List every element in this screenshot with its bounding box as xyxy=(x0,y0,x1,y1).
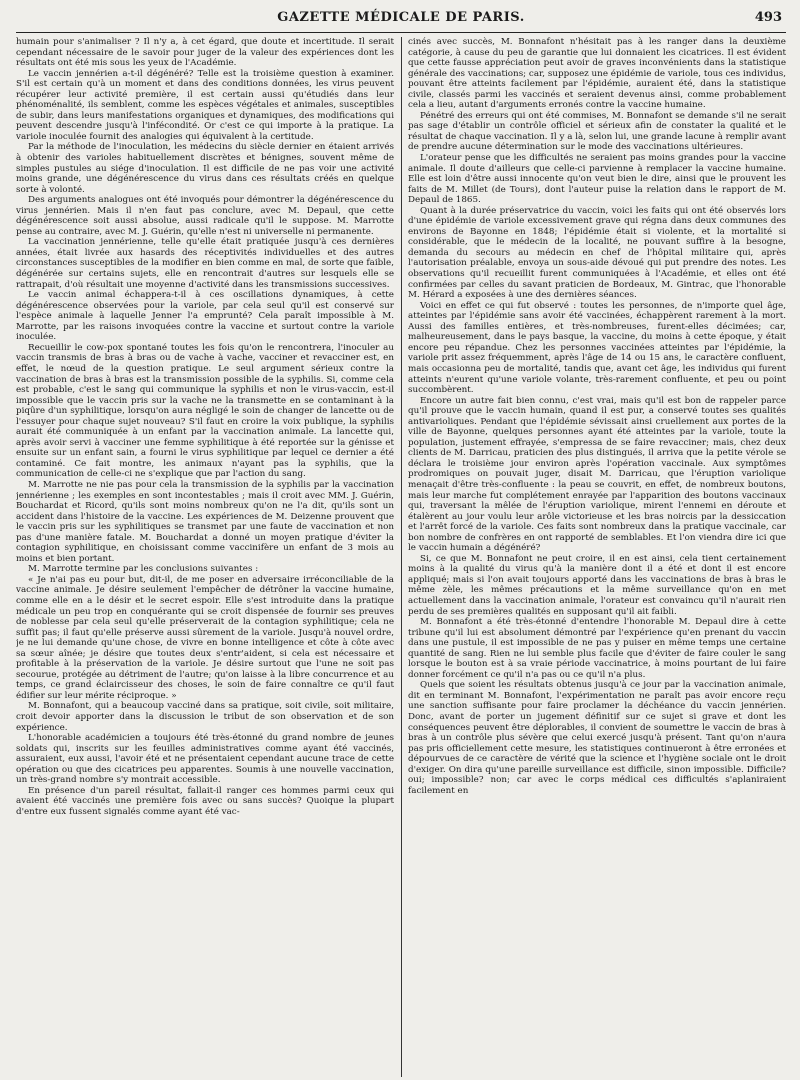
right-column xyxy=(408,37,786,1077)
paragraph: Quant à la durée préservatrice du vaccin, voici les faits qui ont été observés lors d'une épidémie de variole excessivement grave qui régna dans deux communes des environs de Bayonne en 1848; l'épidémie était si violente, et la mortalité si considérable, que le médecin de la localité, ne pouvant suffire à la besogne, demanda du secours au médecin en chef de l'hôpital militaire qui, après l'autorisation préalable, envoya un sous-aide dévoué qui put prendre des notes. Les observations qu'il recueillit furent communiquées à l'Académie, et elles ont été confirmées par celles du savant praticien de Bordeaux, M. Gintrac, que l'honorable M. Hérard a exposées à une des dernières séances. xyxy=(408,205,786,301)
paragraph: « Je n'ai pas eu pour but, dit-il, de me poser en adversaire irréconciliable de la vaccine animale. Je désire seulement l'empêcher de détrôner la vaccine humaine, comme elle en a le désir et le secret espoir. Elle s'est introduite dans la pratique médicale un peu trop en conquérante qui se croit dispensée de fournir ses preuves de noblesse par cela seul qu'elle préserverait de la contagion syphilitique; cela ne suffit pas; il faut qu'elle préserve aussi sûrement de la variole. Jusqu'à nouvel ordre, je ne lui demande qu'une chose, de vivre en bonne intelligence et côte à côte avec sa sœur aînée; je désire que toutes deux s'entr'aident, si cela est nécessaire et profitable à la préservation de la variole. Je désire surtout que l'une ne soit pas secourue, protégée au détriment de l'autre; qu'on laisse à la libre concurrence et au temps, ce grand éclaircisseur des choses, le soin de faire connaître ce qu'il faut édifier sur leur mérite réciproque. » xyxy=(16,574,394,701)
paragraph: M. Bonnafont, qui a beaucoup vacciné dans sa pratique, soit civile, soit militaire, croit devoir apporter dans la discussion le tribut de son observation et de son expérience. xyxy=(16,701,394,733)
paragraph: Pénétré des erreurs qui ont été commises, M. Bonnafont se demande s'il ne serait pas sage d'établir un contrôle officiel et sérieux afin de constater la qualité et le résultat de chaque vaccination. Il y a là, selon lui, une grande lacune à remplir avant de prendre aucune détermination sur le mode des vaccinations ultérieures. xyxy=(408,110,786,153)
page-number: 493 xyxy=(754,10,782,25)
paragraph: Encore un autre fait bien connu, c'est vrai, mais qu'il est bon de rappeler parce qu'il prouve que le vaccin humain, quand il est pur, a conservé toutes ses qualités antivarioliques. Pendant que l'épidémie sévissait ainsi cruellement aux portes de la ville de Bayonne, quelques personnes ayant été atteintes par la variole, toute la population, justement effrayée, s'empressa de se faire revacciner; mais, chez deux clients de M. Darricau, praticien des plus distingués, il arriva que la petite vérole se déclara le troisième jour environ après l'opération vaccinale. Aux symptômes prodromiques on pouvait juger, disait M. Darricau, que l'éruption variolique menaçait d'être très-confluente : la peau se couvrit, en effet, de nombreux boutons, mais leur marche fut complétement enrayée par l'apparition des boutons vaccinaux qui, traversant la mêlée de l'éruption variolique, mirent l'ennemi en déroute et étalèrent au jour voulu leur arôle victorieuse et les bras noircis par la dessiccation et l'arrêt forcé de la variole. Ces faits sont nombreux dans la pratique vaccinale, car bon nombre de confrères en ont rapporté de semblables. Et l'on viendra dire ici que le vaccin humain a dégénéré? xyxy=(408,395,786,554)
paragraph: Des arguments analogues ont été invoqués pour démontrer la dégénérescence du virus jennérien. Mais il n'en faut pas conclure, avec M. Depaul, que cette dégénérescence soit aussi absolue, aussi radicale qu'il le suppose. M. Marrotte pense au contraire, avec M. J. Guérin, qu'elle n'est ni universelle ni permanente. xyxy=(16,195,394,237)
paragraph: La vaccination jennérienne, telle qu'elle était pratiquée jusqu'à ces dernières années, était livrée aux hasards des réceptivités individuelles et des autres circonstances susceptibles de la modifier en bien comme en mal, de sorte que faible, dégénérée sur certains sujets, elle en rencontrait d'autres sur lesquels elle se rattrapait, d'où résultait une moyenne d'activité dans les transmissions successives. xyxy=(16,237,394,290)
journal-title: GAZETTE MÉDICALE DE PARIS. xyxy=(277,10,525,25)
paragraph: Recueillir le cow-pox spontané toutes les fois qu'on le rencontrera, l'inoculer au vaccin transmis de bras à bras ou de vache à vache, vacciner et revacciner est, en effet, le nœud de la question pratique. Le seul argument sérieux contre la vaccination de bras à bras est la transmission possible de la syphilis. Si, comme cela est probable, c'est le sang qui communique la syphilis et non le virus-vaccin, est-il impossible que le vaccin pris sur la vache ne la transmette en se contaminant à la piqûre d'un syphilitique, lorsqu'on aura négligé le soin de changer de lancette ou de l'essuyer pour chaque sujet nouveau? S'il faut en croire la voix publique, la syphilis aurait été communiquée à un enfant par la vaccination animale. La lancette qui, après avoir servi à vacciner une femme syphilitique à été reportée sur la génisse et ensuite sur un enfant sain, a fourni le virus syphilitique par lequel ce dernier a été contaminé. Ce fait montre, les animaux n'ayant pas la syphilis, que la communication de celle-ci ne s'explique que par l'action du sang. xyxy=(16,342,394,480)
article-body xyxy=(16,37,786,1077)
paragraph: M. Bonnafont a été très-étonné d'entendre l'honorable M. Depaul dire à cette tribune qu'il lui est absolument démontré par l'expérience qu'en prenant du vaccin dans une pustule, il est impossible de ne pas y puiser en même temps une certaine quantité de sang. Rien ne lui semble plus facile que d'éviter de faire couler le sang lorsque le bouton est à sa vraie période vaccinatrice, à moins pourtant de lui faire donner forcément ce qu'il n'a pas ou ce qu'il n'a plus. xyxy=(408,617,786,680)
paragraph: L'orateur pense que les difficultés ne seraient pas moins grandes pour la vaccine animale. Il doute d'ailleurs que celle-ci parvienne à remplacer la vaccine humaine. Elle est loin d'être aussi innocente qu'on veut bien le dire, ainsi que le prouvent les faits de M. Millet (de Tours), dont l'auteur puise la relation dans le rapport de M. Depaul de 1865. xyxy=(408,153,786,206)
paragraph: L'honorable académicien a toujours été très-étonné du grand nombre de jeunes soldats qui, inscrits sur les feuilles administratives comme ayant été vaccinés, assuraient, eux aussi, l'avoir été et ne présentaient cependant aucune trace de cette opération ou que des cicatrices peu apparentes. Soumis à une nouvelle vaccination, un très-grand nombre s'y montrait accessible. xyxy=(16,733,394,786)
paragraph: cinés avec succès, M. Bonnafont n'hésitait pas à les ranger dans la deuxième catégorie, à cause du peu de garantie que lui donnaient les cicatrices. Il est évident que cette fausse appréciation peut avoir de graves inconvénients dans la statistique générale des vaccinations; car, supposez une épidémie de variole, tous ces individus, pouvant être atteints facilement par l'épidémie, auraient été, dans la statistique civile, classés parmi les vaccinés et seraient devenus ainsi, comme probablement cela a lieu, autant d'arguments erronés contre la vaccine humaine. xyxy=(408,37,786,111)
paragraph: M. Marrotte termine par les conclusions suivantes : xyxy=(28,564,259,575)
paragraph: Quels que soient les résultats obtenus jusqu'à ce jour par la vaccination animale, dit en terminant M. Bonnafont, l'expérimentation ne paraît pas avoir encore reçu une sanction suffisante pour faire proclamer la déchéance du vaccin jennérien. Donc, avant de porter un jugement définitif sur ce sujet si grave et dont les conséquences peuvent être déplorables, il convient de soumettre le vaccin de bras à bras à un contrôle plus sévère que celui exercé jusqu'à présent. Tant qu'on n'aura pas pris officiellement cette mesure, les statistiques continueront à être erronées et dépourvues de ce caractère de vérité que la science et l'hygiène sociale ont le droit d'exiger. On dira qu'une pareille surveillance est difficile, sinon impossible. Difficile? oui; impossible? non; car avec le corps médical ces difficultés s'aplaniraient facilement en xyxy=(408,680,786,796)
left-column xyxy=(16,37,394,1077)
paragraph: M. Marrotte ne nie pas pour cela la transmission de la syphilis par la vaccination jennérienne ; les exemples en sont incontestables ; mais il croit avec MM. J. Guérin, Bouchardat et Ricord, qu'ils sont moins nombreux qu'on ne l'a dit, qu'ils sont un accident dans l'histoire de la vaccine. Les expériences de M. Deizenne prouvent que le vaccin pris sur les syphilitiques se transmet par une faute de vaccination et non pas d'une manière fatale. M. Bouchardat a donné un moyen pratique d'éviter la contagion syphilitique, en choisissant comme vaccinifère un enfant de 3 mois au moins et bien portant. xyxy=(16,479,394,564)
page-header xyxy=(16,6,786,33)
paragraph: humain pour s'animaliser ? Il n'y a, à cet égard, que doute et incertitude. Il serait cependant nécessaire de le savoir pour juger de la valeur des expériences dont les résultats ont été mis sous les yeux de l'Académie. xyxy=(16,37,394,69)
paragraph: Voici en effet ce qui fut observé : toutes les personnes, de n'importe quel âge, atteintes par l'épidémie sans avoir été vaccinées, échappèrent rarement à la mort. Aussi des familles entières, et très-nombreuses, furent-elles décimées; car, malheureusement, dans le pays basque, la vaccine, du moins à cette époque, y était encore peu répandue. Chez les personnes vaccinées atteintes par l'épidémie, la variole prit assez fréquemment, après l'âge de 14 ou 15 ans, le caractère confluent, mais occasionna peu de mortalité, tandis que, avant cet âge, les individus qui furent atteints n'eurent qu'une variole volante, très-rarement confluente, et peu ou point succombèrent. xyxy=(408,300,786,396)
paragraph: Par la méthode de l'inoculation, les médecins du siècle dernier en étaient arrivés à obtenir des varioles habituellement discrètes et bénignes, souvent même de simples pustules au siége d'inoculation. Il est difficile de ne pas voir une activité moins grande, une dégénérescence du virus dans ces résultats créés en quelque sorte à volonté. xyxy=(16,142,394,195)
column-divider xyxy=(401,37,402,1077)
paragraph: Le vaccin animal échappera-t-il à ces oscillations dynamiques, à cette dégénérescence observées pour la variole, par cela seul qu'il est conservé sur l'espèce animale à laquelle Jenner l'a emprunté? Cela paraît impossible à M. Marrotte, par les raisons invoquées contre la vaccine et surtout contre la variole inoculée. xyxy=(16,290,394,343)
paragraph: Si, ce que M. Bonnafont ne peut croire, il en est ainsi, cela tient certainement moins à la qualité du virus qu'à la manière dont il a été et dont il est encore appliqué; mais si l'on avait toujours apporté dans les vaccinations de bras à bras le même zèle, les mêmes précautions et la même surveillance qu'on en met actuellement dans la vaccination animale, l'orateur est convaincu qu'il n'aurait rien perdu de ses premières qualités en supposant qu'il ait faibli. xyxy=(408,553,786,617)
paragraph: En présence d'un pareil résultat, fallait-il ranger ces hommes parmi ceux qui avaient été vaccinés une première fois avec ou sans succès? Quoique la plupart d'entre eux fussent signalés comme ayant été vac- xyxy=(16,785,394,817)
paragraph: Le vaccin jennérien a-t-il dégénéré? Telle est la troisième question à examiner. S'il est certain qu'à un moment et dans des conditions données, les virus peuvent récupérer leur activité première, il est certain aussi qu'étudiés dans leur phénoménalité, ils semblent, comme les espèces végétales et animales, susceptibles de subir, dans leurs manifestations organiques et dynamiques, des modifications qui peuvent descendre jusqu'à l'infécondité. Or c'est ce qui importe à la pratique. La variole inoculée fournit des analogies qui équivalent à la certitude. xyxy=(16,68,394,142)
